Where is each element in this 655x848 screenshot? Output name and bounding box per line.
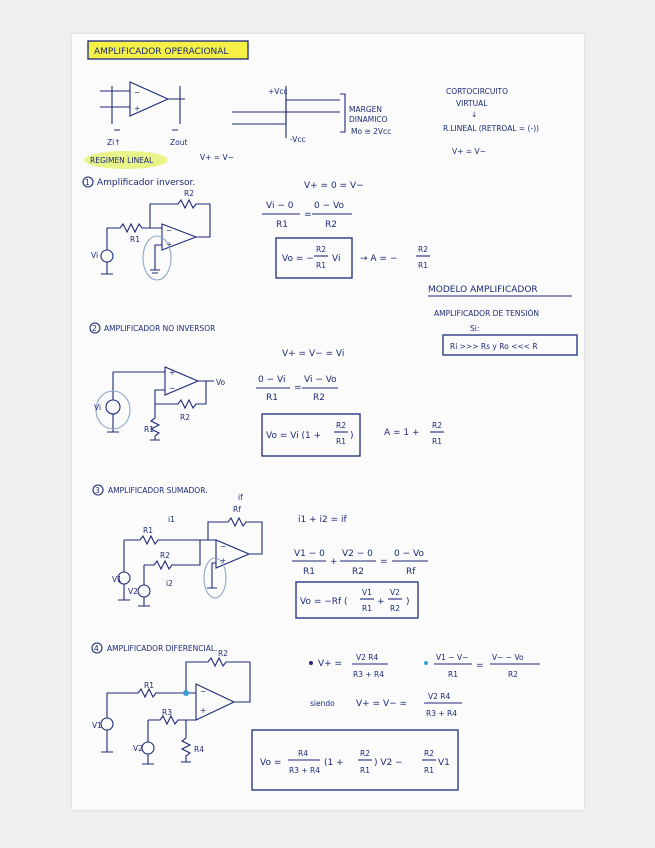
zout-label: Zout	[170, 138, 188, 147]
vcc-neg-label: -Vcc	[290, 135, 306, 144]
svg-text:Vi: Vi	[94, 403, 102, 412]
svg-text:) V2 −: ) V2 −	[374, 758, 403, 768]
virtual-short-notes	[443, 87, 539, 156]
svg-text:−: −	[166, 226, 173, 235]
svg-text:R1: R1	[144, 681, 154, 690]
svg-text:−: −	[200, 687, 207, 696]
svg-text:Vo = −: Vo = −	[282, 254, 314, 264]
svg-text:V2 − 0: V2 − 0	[342, 549, 373, 559]
svg-text:CORTOCIRCUITO: CORTOCIRCUITO	[446, 87, 508, 96]
section-inverting	[83, 177, 430, 280]
svg-text:↓: ↓	[471, 110, 478, 119]
svg-text:R1: R1	[130, 235, 140, 244]
svg-text:siendo: siendo	[310, 699, 335, 708]
svg-text:R2: R2	[313, 393, 325, 403]
svg-text:=: =	[304, 210, 312, 220]
svg-text:V+ = 0 = V−: V+ = 0 = V−	[304, 181, 364, 191]
svg-text:V+ = V− = Vi: V+ = V− = Vi	[282, 349, 345, 359]
svg-text:+: +	[166, 240, 173, 249]
section-summing	[93, 485, 428, 618]
svg-text:i2: i2	[166, 579, 173, 588]
svg-text:R1: R1	[448, 670, 458, 679]
svg-text:R1: R1	[432, 437, 442, 446]
svg-text:=: =	[380, 557, 388, 567]
svg-text:Vo = −Rf (: Vo = −Rf (	[300, 597, 348, 607]
svg-text:R2: R2	[508, 670, 518, 679]
svg-text:R1: R1	[303, 567, 315, 577]
svg-text:Vi: Vi	[91, 251, 99, 260]
svg-text:2: 2	[92, 324, 97, 333]
svg-text:R1: R1	[144, 425, 154, 434]
amplifier-model	[428, 285, 577, 355]
svg-text:A = 1 +: A = 1 +	[384, 428, 420, 438]
svg-text:Si:: Si:	[470, 324, 480, 333]
svg-text:V2: V2	[390, 588, 400, 597]
svg-text:REGIMEN LINEAL: REGIMEN LINEAL	[90, 156, 154, 165]
svg-text:Vi − 0: Vi − 0	[266, 201, 294, 211]
svg-text:Vi − Vo: Vi − Vo	[304, 375, 337, 385]
svg-text:Vo = Vi (1 +: Vo = Vi (1 +	[266, 431, 322, 441]
svg-text:+: +	[134, 104, 141, 113]
svg-text:): )	[406, 597, 410, 607]
svg-text:→ A = −: → A = −	[360, 254, 398, 264]
svg-text:MARGEN: MARGEN	[349, 105, 382, 114]
svg-text:V1: V1	[438, 758, 450, 768]
svg-text:DINAMICO: DINAMICO	[349, 115, 388, 124]
svg-text:V− − Vo: V− − Vo	[492, 653, 524, 662]
svg-text:3: 3	[95, 486, 100, 495]
svg-text:R2: R2	[184, 189, 194, 198]
svg-text:R1: R1	[360, 766, 370, 775]
svg-text:V+ = V− =: V+ = V− =	[356, 699, 408, 709]
svg-text:V1 − V−: V1 − V−	[436, 653, 469, 662]
page-title: AMPLIFICADOR OPERACIONAL	[94, 47, 229, 57]
svg-text:V1 − 0: V1 − 0	[294, 549, 325, 559]
zin-label: Zi↑	[107, 138, 121, 147]
svg-text:+: +	[220, 556, 227, 565]
section-2-title: AMPLIFICADOR NO INVERSOR	[104, 324, 216, 333]
svg-text:Vo: Vo	[216, 378, 226, 387]
svg-text:+: +	[330, 557, 338, 567]
svg-text:R2: R2	[418, 245, 428, 254]
svg-text:R2: R2	[180, 413, 190, 422]
svg-text:R2: R2	[360, 749, 370, 758]
svg-text:R1: R1	[276, 220, 288, 230]
svg-text:MODELO AMPLIFICADOR: MODELO AMPLIFICADOR	[428, 285, 538, 295]
regime-label	[84, 151, 234, 169]
svg-text:R1: R1	[424, 766, 434, 775]
svg-text:R3 + R4: R3 + R4	[426, 709, 458, 718]
svg-text:R1: R1	[266, 393, 278, 403]
section-differential	[92, 643, 540, 790]
svg-text:=: =	[476, 661, 484, 671]
svg-text:V2 R4: V2 R4	[356, 653, 379, 662]
svg-text:V+ = V−: V+ = V−	[452, 147, 486, 156]
svg-text:Rf: Rf	[406, 567, 416, 577]
transfer-graph	[232, 86, 391, 144]
svg-text:): )	[350, 431, 354, 441]
svg-text:+: +	[169, 368, 176, 377]
svg-text:R2: R2	[325, 220, 337, 230]
vcc-pos-label: +Vcc	[268, 87, 288, 96]
svg-text:R1: R1	[418, 261, 428, 270]
svg-text:i1: i1	[168, 515, 175, 524]
svg-text:R3 + R4: R3 + R4	[289, 766, 321, 775]
svg-text:V1: V1	[92, 721, 102, 730]
svg-text:R2: R2	[218, 649, 228, 658]
svg-text:0 − Vo: 0 − Vo	[394, 549, 424, 559]
svg-text:AMPLIFICADOR DE TENSIÓN: AMPLIFICADOR DE TENSIÓN	[434, 309, 539, 318]
svg-text:R2: R2	[336, 421, 346, 430]
section-3-title: AMPLIFICADOR SUMADOR.	[108, 486, 208, 495]
svg-text:R2: R2	[352, 567, 364, 577]
svg-text:Vo =: Vo =	[260, 758, 282, 768]
svg-text:Ri >>> Rs y Ro <<< R: Ri >>> Rs y Ro <<< R	[450, 342, 538, 351]
svg-text:R2: R2	[316, 245, 326, 254]
svg-text:V+ = V−: V+ = V−	[200, 153, 234, 162]
svg-text:(1 +: (1 +	[324, 758, 344, 768]
svg-text:R.LINEAL (RETROAL = (-)): R.LINEAL (RETROAL = (-))	[443, 124, 540, 133]
opamp-diagram	[100, 82, 187, 147]
svg-text:V1: V1	[112, 575, 122, 584]
svg-text:i1 + i2 = if: i1 + i2 = if	[298, 515, 347, 525]
svg-text:R4: R4	[194, 745, 204, 754]
svg-text:R1: R1	[143, 526, 153, 535]
mo-label: Mo ≅ 2Vcc	[351, 127, 392, 136]
svg-text:Vi: Vi	[332, 254, 341, 264]
svg-text:V1: V1	[362, 588, 372, 597]
svg-text:V2: V2	[133, 744, 143, 753]
svg-text:−: −	[169, 384, 176, 393]
svg-text:V+ =: V+ =	[318, 659, 343, 669]
svg-text:0 − Vo: 0 − Vo	[314, 201, 344, 211]
svg-text:R1: R1	[316, 261, 326, 270]
svg-text:4: 4	[94, 644, 99, 653]
section-4-title: AMPLIFICADOR DIFERENCIAL.	[107, 644, 218, 653]
section-1-title: Amplificador inversor.	[97, 178, 196, 188]
svg-text:R2: R2	[160, 551, 170, 560]
svg-text:=: =	[294, 383, 302, 393]
svg-text:V2: V2	[128, 587, 138, 596]
svg-text:R2: R2	[390, 604, 400, 613]
svg-text:−: −	[134, 88, 141, 97]
svg-text:R2: R2	[432, 421, 442, 430]
svg-text:R2: R2	[424, 749, 434, 758]
svg-text:R3: R3	[162, 708, 172, 717]
svg-text:R1: R1	[362, 604, 372, 613]
svg-text:1: 1	[85, 178, 90, 187]
svg-text:−: −	[220, 542, 227, 551]
svg-text:VIRTUAL: VIRTUAL	[456, 99, 488, 108]
svg-text:+: +	[377, 597, 385, 607]
svg-text:if: if	[238, 493, 243, 502]
section-non-inverting	[90, 323, 444, 456]
svg-text:Rf: Rf	[233, 505, 241, 514]
svg-text:R3 + R4: R3 + R4	[353, 670, 385, 679]
svg-text:+: +	[200, 706, 207, 715]
svg-text:R1: R1	[336, 437, 346, 446]
title-block	[88, 41, 248, 59]
svg-text:0 − Vi: 0 − Vi	[258, 375, 286, 385]
svg-text:R4: R4	[298, 749, 308, 758]
svg-text:V2 R4: V2 R4	[428, 692, 451, 701]
